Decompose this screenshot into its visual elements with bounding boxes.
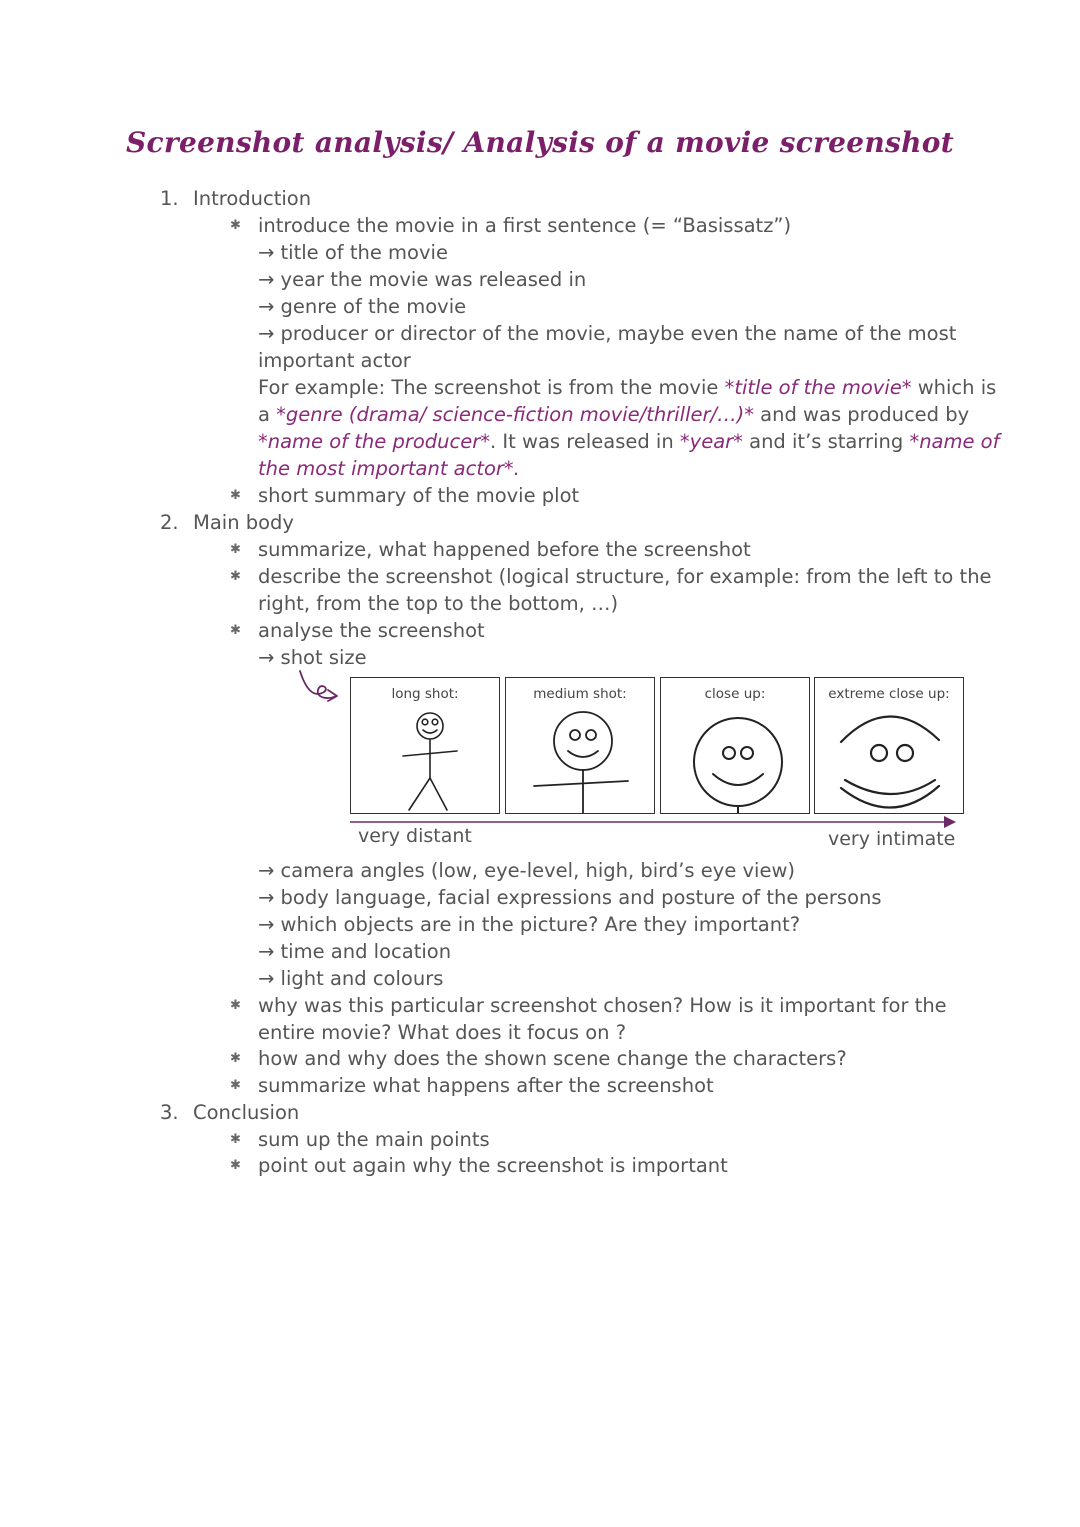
scale-label-intimate: very intimate <box>828 828 956 850</box>
list-item-text: introduce the movie in a first sentence (= “Basissatz”) <box>258 214 792 237</box>
page-title: Screenshot analysis/ Analysis of a movie screenshot <box>126 126 954 159</box>
bullet-icon: ✱ <box>230 542 241 557</box>
list-item-text: describe the screenshot (logical structure, for example: from the left to the <box>258 565 992 588</box>
bullet-icon: ✱ <box>230 1132 241 1147</box>
list-item <box>0 1152 1080 1179</box>
section-number: 1. <box>160 187 179 210</box>
arrow-item-text: → which objects are in the picture? Are they important? <box>258 913 801 936</box>
list-item-text: analyse the screenshot <box>258 619 485 642</box>
arrow-item-text: → time and location <box>258 940 452 963</box>
example-text: which is <box>911 376 997 399</box>
arrow-item-text: → body language, facial expressions and posture of the persons <box>258 886 882 909</box>
list-item <box>0 1072 1080 1099</box>
list-item-text: why was this particular screenshot chosen? How is it important for the <box>258 994 947 1017</box>
face-closeup-icon <box>815 678 963 813</box>
panel-close-up <box>660 677 810 814</box>
section-number: 3. <box>160 1101 179 1124</box>
arrow-item-text: → light and colours <box>258 967 444 990</box>
list-item <box>0 617 1080 644</box>
placeholder-genre: *genre (drama/ science-fiction movie/thriller/…)* <box>276 403 754 426</box>
curly-arrow-icon <box>292 668 348 708</box>
bullet-icon: ✱ <box>230 569 241 584</box>
list-item-text: summarize, what happened before the screenshot <box>258 538 751 561</box>
arrow-item-text: → producer or director of the movie, maybe even the name of the most <box>258 322 957 345</box>
arrow-item-text: → camera angles (low, eye-level, high, bird’s eye view) <box>258 859 796 882</box>
list-item <box>0 992 1080 1019</box>
bullet-icon: ✱ <box>230 623 241 638</box>
list-item <box>0 1126 1080 1153</box>
arrow-item-text: → title of the movie <box>258 241 448 264</box>
panel-label: close up: <box>704 686 766 702</box>
panel-label: extreme close up: <box>828 686 950 702</box>
example-text: . It was released in <box>490 430 680 453</box>
example-text: For example: The screenshot is from the movie <box>258 376 725 399</box>
placeholder-producer: *name of the producer* <box>258 430 490 453</box>
section-heading: Introduction <box>193 187 312 210</box>
list-item-text: right, from the top to the bottom, …) <box>258 592 619 615</box>
section-main-body <box>0 509 1080 536</box>
list-item-text: sum up the main points <box>258 1128 490 1151</box>
list-item-text: short summary of the movie plot <box>258 484 580 507</box>
scale-label-distant: very distant <box>358 825 472 847</box>
panel-medium-shot <box>505 677 655 814</box>
section-number: 2. <box>160 511 179 534</box>
list-item-text: how and why does the shown scene change the characters? <box>258 1047 847 1070</box>
bullet-icon: ✱ <box>230 218 241 233</box>
arrow-item-text: → genre of the movie <box>258 295 467 318</box>
placeholder-actor: the most important actor*. <box>258 457 520 480</box>
list-item <box>0 482 1080 509</box>
section-heading: Main body <box>193 511 294 534</box>
bullet-icon: ✱ <box>230 1078 241 1093</box>
section-heading: Conclusion <box>193 1101 300 1124</box>
arrow-item-text: → year the movie was released in <box>258 268 587 291</box>
list-item-text: entire movie? What does it focus on ? <box>258 1021 627 1044</box>
face-icon <box>661 678 809 813</box>
stick-figure-full-icon <box>351 678 499 813</box>
list-item <box>0 1045 1080 1072</box>
placeholder-actor: *name of <box>909 430 1000 453</box>
stick-figure-half-icon <box>506 678 654 813</box>
panel-label: long shot: <box>391 686 459 702</box>
arrow-item-text: important actor <box>258 349 411 372</box>
example-text: and it’s starring <box>742 430 910 453</box>
arrow-item-text: → shot size <box>258 646 367 669</box>
section-conclusion <box>0 1099 1080 1126</box>
example-text: a <box>258 403 277 426</box>
placeholder-title: *title of the movie* <box>724 376 912 399</box>
list-item-text: summarize what happens after the screenshot <box>258 1074 714 1097</box>
placeholder-year: *year* <box>679 430 743 453</box>
section-introduction <box>0 185 1080 212</box>
panel-long-shot <box>350 677 500 814</box>
list-item <box>0 563 1080 590</box>
panel-extreme-close-up <box>814 677 964 814</box>
bullet-icon: ✱ <box>230 1051 241 1066</box>
list-item <box>0 212 1080 239</box>
bullet-icon: ✱ <box>230 998 241 1013</box>
bullet-icon: ✱ <box>230 488 241 503</box>
bullet-icon: ✱ <box>230 1158 241 1173</box>
panel-label: medium shot: <box>533 686 627 702</box>
example-text: and was produced by <box>753 403 970 426</box>
list-item <box>0 536 1080 563</box>
list-item-text: point out again why the screenshot is important <box>258 1154 728 1177</box>
